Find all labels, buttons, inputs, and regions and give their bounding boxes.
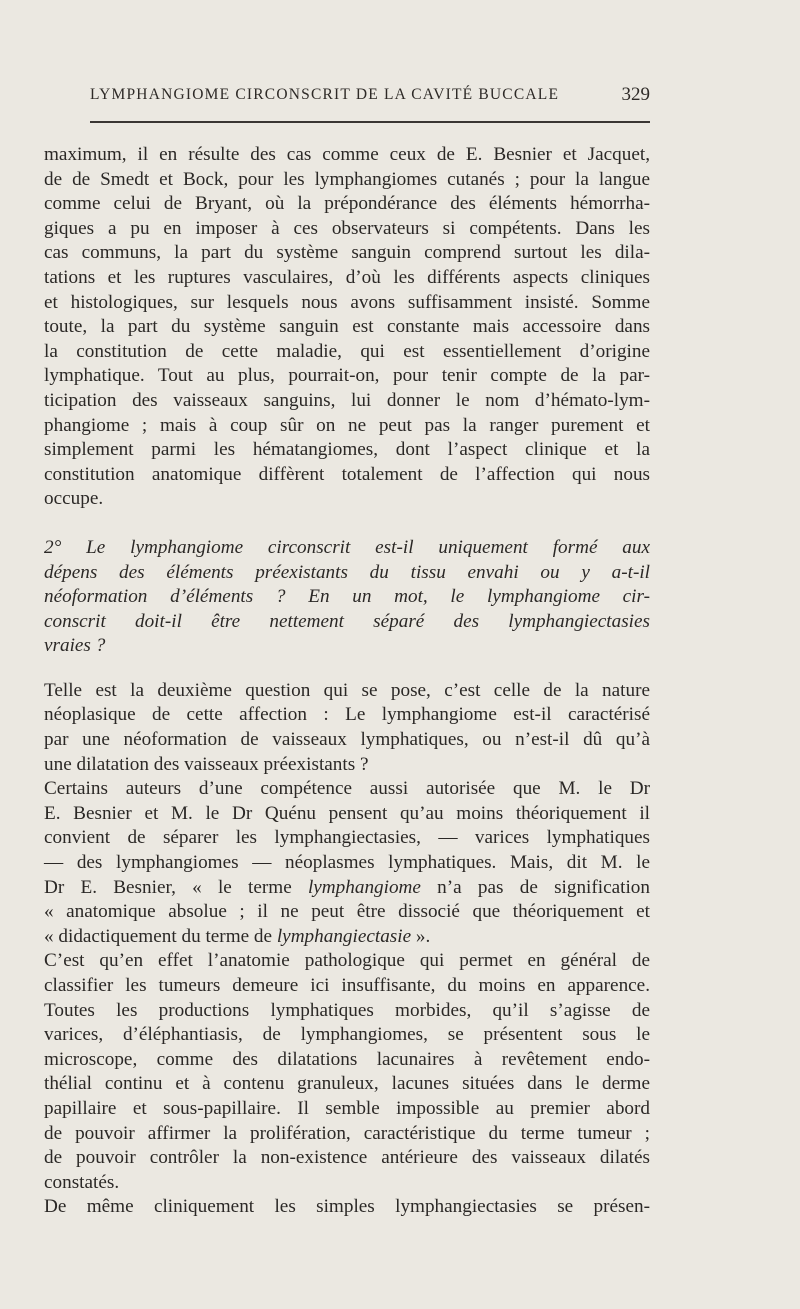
text-line: ticipation des vaisseaux sanguins, lui donner le nom d’hémato-lym- xyxy=(44,389,650,411)
text-line: vraies ? xyxy=(44,635,106,657)
body-text xyxy=(44,143,650,1220)
text-line: par une néoformation de vaisseaux lymphatiques, ou n’est-il dû qu’à xyxy=(44,729,650,751)
text-line: et histologiques, sur lesquels nous avons suffisamment insisté. Somme xyxy=(44,291,650,313)
text-line: microscope, comme des dilatations lacunaires à revêtement endo- xyxy=(44,1048,650,1070)
text-line xyxy=(44,876,650,901)
text-line: Toutes les productions lymphatiques morbides, qu’il s’agisse de xyxy=(44,999,650,1021)
header-rule xyxy=(90,121,650,123)
text-line: 2° Le lymphangiome circonscrit est-il uniquement formé aux xyxy=(44,536,650,558)
page-number: 329 xyxy=(621,84,650,105)
text-line xyxy=(44,925,650,950)
text-line: dépens des éléments préexistants du tissu envahi ou y a-t-il xyxy=(44,561,650,583)
text-line: tations et les ruptures vasculaires, d’où les différents aspects cliniques xyxy=(44,266,650,288)
text-run: Dr E. Besnier, « le terme xyxy=(44,876,308,898)
text-line: lymphatique. Tout au plus, pourrait-on, pour tenir compte de la par- xyxy=(44,365,650,387)
text-line: varices, d’éléphantiasis, de lymphangiomes, se présentent sous le xyxy=(44,1024,650,1046)
text-line: de pouvoir affirmer la prolifération, caractéristique du terme tumeur ; xyxy=(44,1122,650,1144)
text-line: C’est qu’en effet l’anatomie pathologique qui permet en général de xyxy=(44,950,650,972)
text-line: cas communs, la part du système sanguin comprend surtout les dila- xyxy=(44,242,650,264)
text-line: giques a pu en imposer à ces observateurs si compétents. Dans les xyxy=(44,217,650,239)
text-line: néoplasique de cette affection : Le lymphangiome est-il caractérisé xyxy=(44,704,650,726)
text-run: n’a pas de signification xyxy=(420,876,650,898)
spacer xyxy=(44,512,650,536)
text-line: constitution anatomique diffèrent totalement de l’affection qui nous xyxy=(44,463,650,485)
paragraph-3 xyxy=(44,777,650,949)
text-line: convient de séparer les lymphangiectasies, — varices lymphatiques xyxy=(44,827,650,849)
paragraph-2 xyxy=(44,679,650,777)
text-line: E. Besnier et M. le Dr Quénu pensent qu’au moins théoriquement il xyxy=(44,802,650,824)
italic-term: lymphangiome xyxy=(307,876,421,898)
text-line: de de Smedt et Bock, pour les lymphangiomes cutanés ; pour la langue xyxy=(44,168,650,190)
text-run: ». xyxy=(411,925,431,947)
text-line: papillaire et sous-papillaire. Il semble impossible au premier abord xyxy=(44,1097,650,1119)
spacer xyxy=(44,659,650,679)
running-head: LYMPHANGIOME CIRCONSCRIT DE LA CAVITÉ BUCCALE xyxy=(90,86,560,103)
text-line: simplement parmi les hématangiomes, dont l’aspect clinique et la xyxy=(44,439,650,461)
paragraph-5 xyxy=(44,1195,650,1220)
paragraph-1 xyxy=(44,143,650,512)
text-line: Certains auteurs d’une compétence aussi autorisée que M. le Dr xyxy=(44,778,650,800)
text-line: comme celui de Bryant, où la prépondérance des éléments hémorrha- xyxy=(44,193,650,215)
italic-term: lymphangiectasie xyxy=(276,925,412,947)
text-line: Telle est la deuxième question qui se pose, c’est celle de la nature xyxy=(44,679,650,701)
text-line: maximum, il en résulte des cas comme ceux de E. Besnier et Jacquet, xyxy=(44,144,650,165)
text-line: néoformation d’éléments ? En un mot, le lymphangiome cir- xyxy=(44,586,650,608)
text-line: — des lymphangiomes — néoplasmes lymphatiques. Mais, dit M. le xyxy=(44,852,650,874)
text-line: thélial continu et à contenu granuleux, lacunes situées dans le derme xyxy=(44,1073,650,1095)
text-line: conscrit doit-il être nettement séparé des lymphangiectasies xyxy=(44,610,650,632)
text-line: constatés. xyxy=(44,1171,120,1193)
text-line: classifier les tumeurs demeure ici insuffisante, du moins en apparence. xyxy=(44,975,650,996)
page-header xyxy=(90,86,650,114)
text-line: de pouvoir contrôler la non-existence antérieure des vaisseaux dilatés xyxy=(44,1147,650,1169)
paragraph-4 xyxy=(44,949,650,1195)
question-heading xyxy=(44,536,650,659)
text-line: une dilatation des vaisseaux préexistants ? xyxy=(44,753,369,775)
text-line: occupe. xyxy=(44,488,104,510)
text-run: « didactiquement du terme de xyxy=(44,925,277,947)
text-line: phangiome ; mais à coup sûr on ne peut pas la ranger purement et xyxy=(44,414,650,436)
text-line: toute, la part du système sanguin est constante mais accessoire dans xyxy=(44,316,650,338)
text-line: la constitution de cette maladie, qui est essentiellement d’origine xyxy=(44,340,650,362)
text-line: « anatomique absolue ; il ne peut être dissocié que théoriquement et xyxy=(44,901,650,923)
text-line: De même cliniquement les simples lymphangiectasies se présen- xyxy=(44,1196,650,1218)
